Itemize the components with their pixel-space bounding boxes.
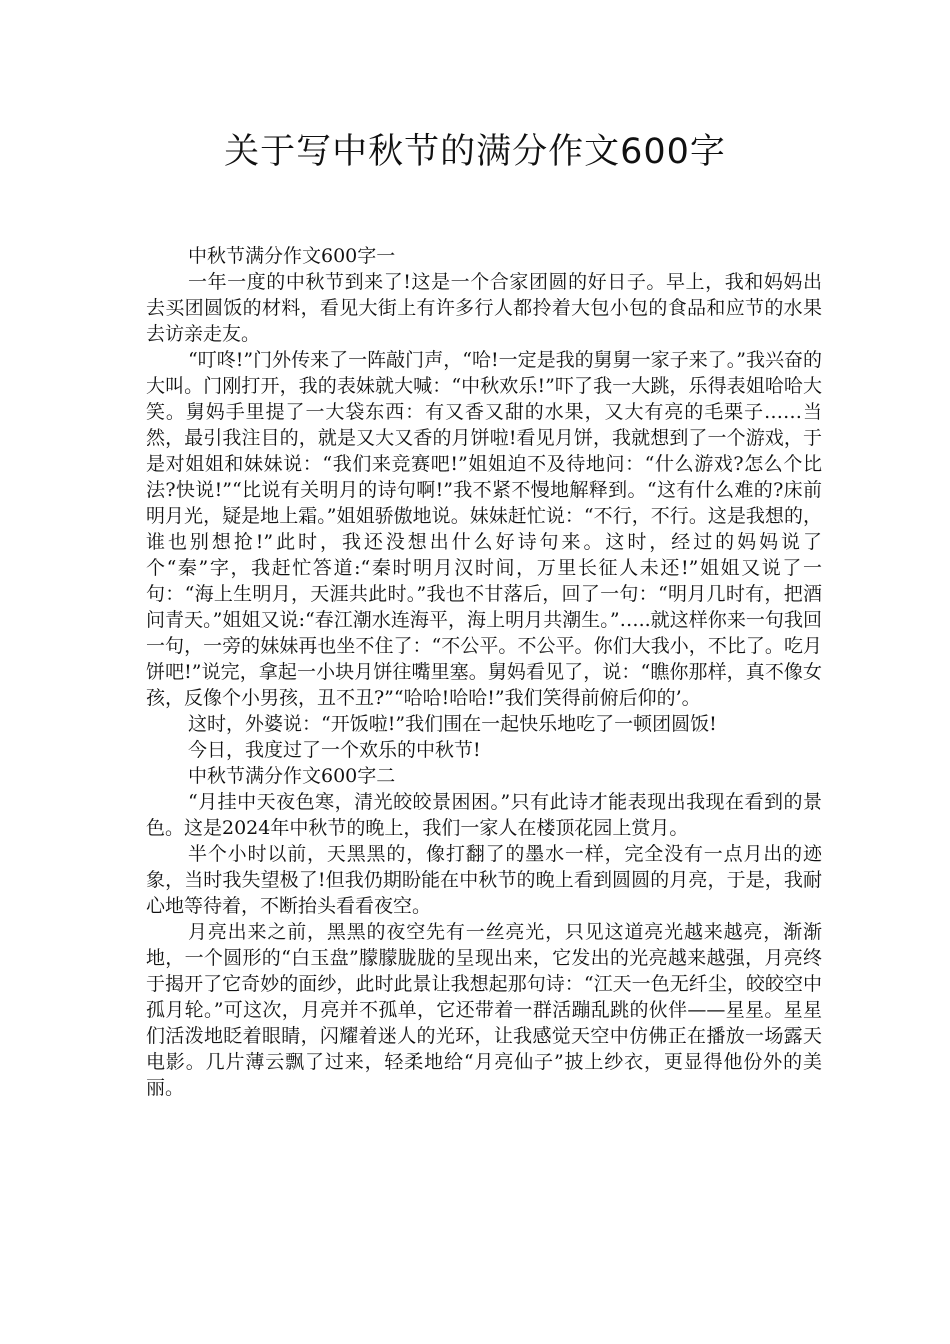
body-paragraph: 今日，我度过了一个欢乐的中秋节! <box>188 739 481 761</box>
document-body <box>146 243 822 1101</box>
document-title: 关于写中秋节的满分作文600字 <box>224 132 726 172</box>
section-heading-2: 中秋节满分作文600字二 <box>188 765 396 787</box>
body-paragraph: 一年一度的中秋节到来了!这是一个合家团圆的好日子。早上，我和妈妈出去买团圆饭的材料，看见大街上有许多行人都拎着大包小包的食品和应节的水果去访亲走友。 <box>146 271 822 345</box>
body-paragraph: 半个小时以前，天黑黑的，像打翻了的墨水一样，完全没有一点月出的迹象，当时我失望极了!但我仍期盼能在中秋节的晚上看到圆圆的月亮，于是，我耐心地等待着，不断抬头看看夜空。 <box>146 843 822 917</box>
section-heading-1: 中秋节满分作文600字一 <box>188 245 396 267</box>
body-paragraph: 这时，外婆说：“开饭啦!”我们围在一起快乐地吃了一顿团圆饭! <box>188 713 717 735</box>
body-paragraph: 月亮出来之前，黑黑的夜空先有一丝亮光，只见这道亮光越来越亮，渐渐地，一个圆形的“白玉盘”朦朦胧胧的呈现出来，它发出的光亮越来越强，月亮终于揭开了它奇妙的面纱，此时此景让我想起那句诗：“江天一色无纤尘，皎皎空中孤月轮。”可这次，月亮并不孤单，它还带着一群活蹦乱跳的伙伴——星星。星星们活泼地眨着眼睛，闪耀着迷人的光环，让我感觉天空中仿佛正在播放一场露天电影。几片薄云飘了过来，轻柔地给“月亮仙子”披上纱衣，更显得他份外的美丽。 <box>146 921 822 1099</box>
body-paragraph: “叮咚!”门外传来了一阵敲门声，“哈!一定是我的舅舅一家子来了。”我兴奋的大叫。门刚打开，我的表妹就大喊：“中秋欢乐!”吓了我一大跳，乐得表姐哈哈大笑。舅妈手里提了一大袋东西：有又香又甜的水果，又大有亮的毛栗子……当然，最引我注目的，就是又大又香的月饼啦!看见月饼，我就想到了一个游戏，于是对姐姐和妹妹说：“我们来竞赛吧!”姐姐迫不及待地问：“什么游戏?怎么个比法?快说!”“比说有关明月的诗句啊!”我不紧不慢地解释到。“这有什么难的?床前明月光，疑是地上霜。”姐姐骄傲地说。妹妹赶忙说：“不行，不行。这是我想的，谁也别想抢!”此时，我还没想出什么好诗句来。这时，经过的妈妈说了个“秦”字，我赶忙答道:“秦时明月汉时间，万里长征人未还!”姐姐又说了一句：“海上生明月，天涯共此时。”我也不甘落后，回了一句：“明月几时有，把酒问青天。”姐姐又说:“春江潮水连海平，海上明月共潮生。”…..就这样你来一句我回一句，一旁的妹妹再也坐不住了：“不公平。不公平。你们大我小，不比了。吃月饼吧!”说完，拿起一小块月饼往嘴里塞。舅妈看见了，说：“瞧你那样，真不像女孩，反像个小男孩，丑不丑?”“哈哈!哈哈!”我们笑得前俯后仰的’。 <box>146 349 822 709</box>
body-paragraph: “月挂中天夜色寒，清光皎皎景困困。”只有此诗才能表现出我现在看到的景色。这是2024年中秋节的晚上，我们一家人在楼顶花园上赏月。 <box>146 791 822 839</box>
